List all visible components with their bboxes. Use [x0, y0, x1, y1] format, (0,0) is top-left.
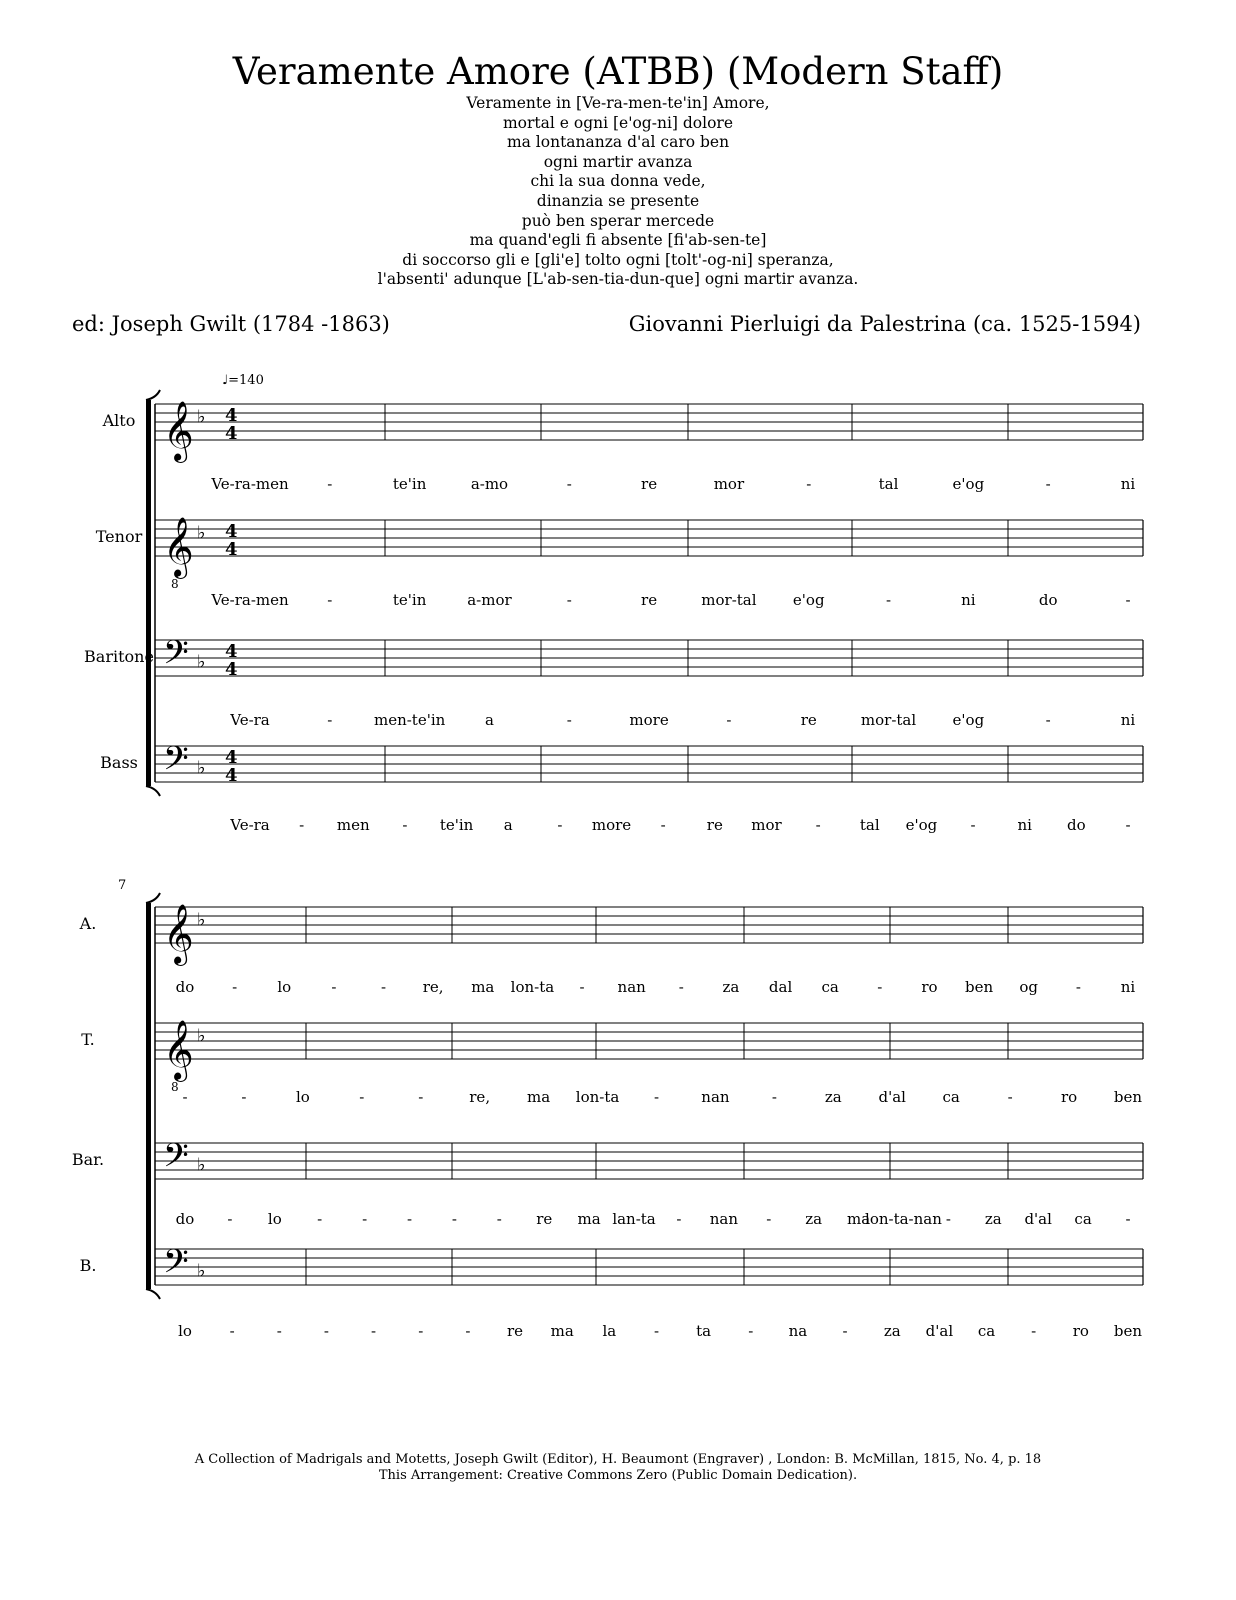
lyric-syllable: mor	[751, 816, 782, 834]
poem-line: ma quand'egli fi absente [fi'ab-sen-te]	[469, 231, 767, 250]
lyric-syllable: ben	[1113, 1322, 1143, 1340]
bass-clef-icon: 𝄢	[163, 634, 189, 680]
lyric-syllable: ni	[1120, 978, 1136, 996]
lyric-syllable: -	[1075, 978, 1081, 996]
treble-clef-icon: 𝄞	[163, 1020, 194, 1080]
lyric-syllable: -	[1045, 475, 1051, 493]
lyric-syllable: ro	[1072, 1322, 1089, 1340]
octave-mark: 8	[171, 1080, 179, 1094]
lyric-syllable: d'al	[878, 1088, 906, 1106]
lyric-syllable: -	[1125, 1210, 1131, 1228]
lyric-syllable: more	[629, 711, 669, 729]
poem-line: di soccorso gli e [gli'e] tolto ogni [tolt'-og-ni] speranza,	[402, 250, 834, 269]
lyric-syllable: ma	[577, 1210, 601, 1228]
lyric-syllable: ma	[550, 1322, 574, 1340]
staff-label: Tenor	[95, 527, 143, 546]
lyric-syllable: na	[788, 1322, 808, 1340]
lyric-syllable: e'og	[952, 475, 985, 493]
lyric-syllable: lo	[178, 1322, 192, 1340]
lyric-syllable: -	[1031, 1322, 1037, 1340]
lyric-syllable: -	[402, 816, 408, 834]
lyric-syllable: -	[276, 1322, 282, 1340]
time-signature-top: 4	[225, 405, 238, 426]
lyric-syllable: za	[984, 1210, 1002, 1228]
staff-label: T.	[81, 1030, 95, 1049]
lyric-syllable: -	[418, 1322, 424, 1340]
lyric-syllable: -	[1007, 1088, 1013, 1106]
staff-label: Bass	[100, 753, 138, 772]
lyric-syllable: lon-ta	[510, 978, 555, 996]
treble-clef-icon: 𝄞	[163, 904, 194, 964]
lyric-syllable: lan-ta	[612, 1210, 656, 1228]
staff-label: A.	[79, 914, 97, 933]
lyric-syllable: ni	[1120, 711, 1136, 729]
poem-line: Veramente in [Ve-ra-men-te'in] Amore,	[466, 94, 770, 112]
lyric-syllable: -	[451, 1210, 457, 1228]
lyric-syllable: ca	[821, 978, 839, 996]
lyric-syllable: nan	[709, 1210, 738, 1228]
lyric-syllable: lo	[267, 1210, 282, 1228]
lyric-syllable: za	[883, 1322, 901, 1340]
lyric-syllable: -	[232, 978, 238, 996]
lyric-syllable: -	[815, 816, 821, 834]
staff-label: Alto	[102, 411, 136, 430]
poem-line: mortal e ogni [e'og-ni] dolore	[502, 113, 734, 132]
lyric-syllable: -	[945, 1210, 951, 1228]
lyric-syllable: -	[182, 1088, 188, 1106]
lyric-syllable: te'in	[392, 591, 427, 609]
lyric-syllable: -	[359, 1088, 365, 1106]
lyric-syllable: Ve-ra	[230, 711, 270, 729]
lyric-syllable: -	[496, 1210, 502, 1228]
lyric-syllable: -	[331, 978, 337, 996]
lyric-syllable: ca	[977, 1322, 996, 1340]
lyric-syllable: -	[327, 591, 333, 609]
key-flat-icon: ♭	[197, 651, 206, 673]
lyric-syllable: -	[748, 1322, 754, 1340]
key-flat-icon: ♭	[197, 757, 206, 779]
lyric-syllable: d'al	[1024, 1210, 1052, 1228]
lyric-syllable: -	[653, 1322, 660, 1340]
lyric-syllable: -	[726, 711, 732, 729]
lyric-syllable: -	[323, 1322, 329, 1340]
lyric-syllable: ni	[961, 591, 976, 609]
lyric-syllable: dal	[768, 978, 793, 996]
lyric-syllable: ma	[527, 1088, 551, 1106]
lyric-syllable: more	[591, 816, 632, 834]
lyric-syllable: Ve-ra-men	[211, 475, 289, 493]
lyric-syllable: re	[536, 1210, 553, 1228]
time-signature-bottom: 4	[225, 659, 238, 680]
bracket-top-hook	[146, 893, 160, 903]
staff-label: Baritone	[84, 647, 154, 666]
lyric-syllable: -	[1045, 711, 1051, 729]
lyric-syllable: -	[766, 1210, 772, 1228]
lyric-syllable: -	[241, 1088, 247, 1106]
lyric-syllable: do	[1038, 591, 1058, 609]
bass-clef-icon: 𝄢	[163, 740, 189, 786]
lyric-syllable: Ve-ra-men	[211, 591, 289, 609]
lyric-syllable: mor-tal	[701, 591, 757, 609]
lyric-syllable: -	[877, 978, 883, 996]
key-flat-icon: ♭	[197, 1260, 206, 1282]
bass-clef-icon: 𝄢	[163, 1243, 189, 1289]
lyric-syllable: -	[653, 1088, 660, 1106]
lyric-syllable: ca	[942, 1088, 960, 1106]
lyric-syllable: men	[336, 816, 370, 834]
lyric-syllable: a-mor	[467, 591, 512, 609]
lyric-syllable: e'og	[905, 816, 938, 834]
key-flat-icon: ♭	[197, 406, 206, 428]
treble-clef-icon: 𝄞	[163, 401, 194, 461]
footer-source-line: A Collection of Madrigals and Motetts, Joseph Gwilt (Editor), H. Beaumont (Engraver) , London: B. McMillan, 1815, No. 4, p. 18	[194, 1452, 1042, 1467]
lyric-syllable: ro	[1060, 1088, 1078, 1106]
time-signature-top: 4	[225, 747, 238, 768]
lyric-syllable: -	[842, 1322, 848, 1340]
lyric-syllable: re	[507, 1322, 524, 1340]
lyric-syllable: nan	[617, 978, 646, 996]
lyric-syllable: la	[602, 1322, 617, 1340]
staff-label: Bar.	[71, 1150, 105, 1169]
poem-line: ogni martir avanza	[543, 152, 693, 171]
bracket-bottom-hook	[146, 786, 160, 796]
key-flat-icon: ♭	[197, 1025, 206, 1047]
lyric-syllable: ma	[846, 1210, 871, 1228]
lyric-syllable: ni	[1017, 816, 1032, 834]
lyric-syllable: do	[175, 978, 195, 996]
poem-line: chi la sua donna vede,	[530, 172, 706, 191]
lyric-syllable: -	[566, 475, 572, 493]
footer-license-line: This Arrangement: Creative Commons Zero (Public Domain Dedication).	[378, 1468, 858, 1483]
lyric-syllable: -	[557, 816, 563, 834]
lyric-syllable: mor	[713, 475, 745, 493]
lyric-syllable: te'in	[439, 816, 474, 834]
composer-credit: Giovanni Pierluigi da Palestrina (ca. 1525-1594)	[628, 312, 1141, 336]
bracket-top-hook	[146, 390, 160, 400]
lyric-syllable: za	[805, 1210, 823, 1228]
lyric-syllable: re	[641, 475, 658, 493]
treble-clef-icon: 𝄞	[163, 517, 194, 577]
lyric-syllable: ben	[1113, 1088, 1143, 1106]
lyric-syllable: og	[1019, 978, 1039, 996]
lyric-syllable: Ve-ra	[230, 816, 270, 834]
lyric-syllable: re,	[422, 978, 444, 996]
footer	[0, 1452, 1236, 1484]
lyric-syllable: -	[227, 1210, 233, 1228]
lyric-syllable: -	[566, 591, 572, 609]
time-signature-bottom: 4	[225, 539, 238, 560]
time-signature-bottom: 4	[225, 423, 238, 444]
lyric-syllable: -	[327, 711, 333, 729]
lyric-syllable: -	[771, 1088, 777, 1106]
time-signature-bottom: 4	[225, 765, 238, 786]
key-flat-icon: ♭	[197, 1154, 206, 1176]
lyric-syllable: -	[299, 816, 305, 834]
lyric-syllable: te'in	[392, 475, 427, 493]
poem-line: può ben sperar mercede	[521, 211, 715, 230]
lyric-syllable: re	[800, 711, 817, 729]
lyric-syllable: lo	[277, 978, 292, 996]
editor-credit: ed: Joseph Gwilt (1784 -1863)	[72, 312, 390, 336]
time-signature-top: 4	[225, 641, 238, 662]
lyric-syllable: -	[970, 816, 976, 834]
lyric-syllable: a	[484, 711, 494, 729]
lyric-syllable: lo	[295, 1088, 310, 1106]
poem-line: dinanzia se presente	[536, 191, 700, 210]
lyric-syllable: -	[371, 1322, 377, 1340]
lyric-syllable: ni	[1120, 475, 1136, 493]
lyric-syllable: -	[579, 978, 585, 996]
lyric-syllable: ma	[471, 978, 495, 996]
lyric-syllable: ta	[696, 1322, 712, 1340]
lyric-syllable: tal	[878, 475, 899, 493]
bass-clef-icon: 𝄢	[163, 1137, 189, 1183]
poem-line: l'absenti' adunque [L'ab-sen-tia-dun-que] ogni martir avanza.	[377, 270, 859, 289]
lyric-syllable: -	[1125, 816, 1131, 834]
lyric-syllable: lon-ta	[575, 1088, 620, 1106]
lyric-syllable: za	[824, 1088, 842, 1106]
key-flat-icon: ♭	[197, 522, 206, 544]
bracket-bottom-hook	[146, 1289, 160, 1299]
lyric-syllable: -	[678, 978, 684, 996]
lyric-syllable: -	[362, 1210, 368, 1228]
lyric-syllable: -	[229, 1322, 235, 1340]
tempo-mark: ♩=140	[222, 373, 264, 388]
measure-number: 7	[118, 878, 127, 893]
lyric-syllable: tal	[859, 816, 880, 834]
lyric-syllable: -	[660, 816, 666, 834]
lyric-syllable: re,	[469, 1088, 491, 1106]
lyric-syllable: e'og	[952, 711, 985, 729]
time-signature-top: 4	[225, 521, 238, 542]
lyric-syllable: -	[566, 711, 572, 729]
lyric-syllable: a-mo	[470, 475, 509, 493]
poem-line: ma lontananza d'al caro ben	[506, 133, 730, 152]
lyric-syllable: ca	[1074, 1210, 1092, 1228]
lyric-syllable: -	[465, 1322, 471, 1340]
lyric-syllable: nan	[701, 1088, 730, 1106]
system-bracket	[146, 400, 151, 786]
lyric-syllable: mor-tal	[860, 711, 917, 729]
lyric-syllable: re	[706, 816, 723, 834]
lyric-syllable: e'og	[792, 591, 825, 609]
lyric-syllable: -	[806, 475, 812, 493]
lyric-syllable: do	[175, 1210, 195, 1228]
lyric-syllable: -	[317, 1210, 323, 1228]
lyric-syllable: ro	[921, 978, 938, 996]
lyric-syllable: -	[418, 1088, 424, 1106]
staff-label: B.	[79, 1256, 97, 1275]
lyric-syllable: -	[406, 1210, 413, 1228]
lyric-syllable: re	[641, 591, 658, 609]
lyric-syllable: za	[722, 978, 740, 996]
lyric-syllable: lon-ta-nan	[865, 1210, 942, 1228]
lyric-syllable: a	[503, 816, 513, 834]
page-title: Veramente Amore (ATBB) (Modern Staff)	[232, 50, 1004, 93]
lyric-syllable: ben	[965, 978, 994, 996]
lyric-syllable: men-te'in	[373, 711, 446, 729]
lyric-syllable: -	[327, 475, 333, 493]
octave-mark: 8	[171, 577, 179, 591]
system-bracket	[146, 903, 151, 1289]
lyric-syllable: -	[380, 978, 387, 996]
key-flat-icon: ♭	[197, 909, 206, 931]
lyric-syllable: d'al	[925, 1322, 954, 1340]
lyric-syllable: -	[1125, 591, 1131, 609]
lyric-syllable: -	[886, 591, 892, 609]
lyric-syllable: do	[1067, 816, 1086, 834]
lyric-syllable: -	[676, 1210, 682, 1228]
